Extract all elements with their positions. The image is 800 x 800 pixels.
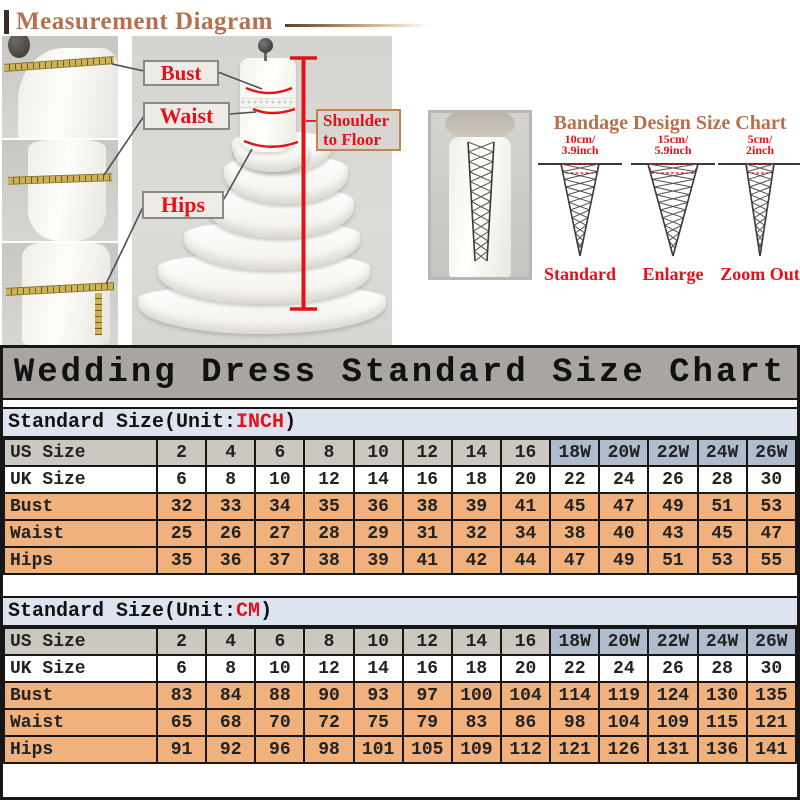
size-cell: 121 (747, 709, 796, 736)
size-cell: 28 (304, 520, 353, 547)
size-cell: 12 (304, 466, 353, 493)
size-cell: 22 (550, 466, 599, 493)
size-cell: 24 (599, 655, 648, 682)
section-header-unit: INCH (236, 411, 285, 434)
size-cell: 115 (698, 709, 747, 736)
size-cell: 75 (354, 709, 403, 736)
size-cell: 31 (403, 520, 452, 547)
size-cell: 42 (452, 547, 501, 574)
tape-measure-hanging (95, 293, 102, 335)
lacing-name: Standard (543, 264, 617, 284)
lacing-option-zoom-out (715, 134, 800, 285)
size-cell: 34 (255, 493, 304, 520)
size-cell: 6 (255, 439, 304, 466)
size-cell: 86 (501, 709, 550, 736)
size-cell: 40 (599, 520, 648, 547)
size-cell: 39 (452, 493, 501, 520)
corset-lacing (461, 139, 501, 265)
size-cell: 12 (403, 439, 452, 466)
mannequin-knob (258, 38, 273, 53)
hips-label: Hips (160, 192, 206, 217)
size-cell: 26W (747, 628, 796, 655)
bust-label-box (143, 60, 219, 86)
size-cell: 20W (599, 628, 648, 655)
table-row (4, 439, 796, 466)
size-cell: 38 (304, 547, 353, 574)
size-cell: 22 (550, 655, 599, 682)
lacing-size-label (654, 134, 691, 156)
size-cell: 83 (452, 709, 501, 736)
size-cell: 70 (255, 709, 304, 736)
row-label: Waist (4, 709, 157, 736)
shoulder-line1: Shoulder (323, 111, 390, 130)
size-cell: 109 (452, 736, 501, 763)
size-cell: 51 (648, 547, 697, 574)
size-cell: 18 (452, 466, 501, 493)
size-cell: 10 (354, 628, 403, 655)
size-cell: 93 (354, 682, 403, 709)
section-header-text: ) (260, 600, 273, 623)
size-cell: 121 (550, 736, 599, 763)
dress-bead-band (240, 98, 296, 108)
size-cell: 90 (304, 682, 353, 709)
lacing-size-label (746, 134, 774, 156)
size-cell: 79 (403, 709, 452, 736)
row-label: Hips (4, 736, 157, 763)
size-cell: 18W (550, 628, 599, 655)
waist-label: Waist (159, 103, 214, 128)
lacing-diagram-zoom-out (715, 156, 800, 260)
size-cm: 10cm/ (564, 132, 596, 146)
waist-photo (2, 140, 118, 242)
table-row (4, 520, 796, 547)
size-cell: 18 (452, 655, 501, 682)
size-cell: 38 (550, 520, 599, 547)
size-cell: 25 (157, 520, 206, 547)
size-cell: 30 (747, 655, 796, 682)
size-cell: 104 (599, 709, 648, 736)
row-label: US Size (4, 439, 157, 466)
size-cell: 51 (698, 493, 747, 520)
shoulder-line2: to Floor (323, 130, 382, 149)
size-cm: 5cm/ (747, 132, 773, 146)
size-cell: 96 (255, 736, 304, 763)
size-cell: 24W (698, 439, 747, 466)
size-cell: 34 (501, 520, 550, 547)
hips-photo (2, 243, 118, 345)
size-cell: 47 (550, 547, 599, 574)
size-cell: 91 (157, 736, 206, 763)
spacer (3, 400, 797, 407)
measurement-photo-column (2, 36, 118, 345)
size-cell: 14 (354, 466, 403, 493)
shoulder-to-floor-label-box (316, 109, 401, 151)
size-cell: 39 (354, 547, 403, 574)
lacing-size-label (561, 134, 598, 156)
row-label: Bust (4, 682, 157, 709)
size-cell: 83 (157, 682, 206, 709)
size-cell: 14 (452, 628, 501, 655)
size-table-inch (3, 438, 797, 575)
size-cell: 38 (403, 493, 452, 520)
mannequin-knob (8, 36, 30, 58)
size-cell: 53 (747, 493, 796, 520)
table-row (4, 682, 796, 709)
table-row (4, 466, 796, 493)
table-row (4, 628, 796, 655)
table-row (4, 493, 796, 520)
lacing-diagram-standard (535, 156, 625, 260)
row-label: Hips (4, 547, 157, 574)
size-cell: 109 (648, 709, 697, 736)
row-label: Waist (4, 520, 157, 547)
lacing-name: Enlarge (642, 264, 704, 284)
decorative-rule (285, 24, 430, 27)
size-chart-section (0, 345, 800, 800)
size-cell: 119 (599, 682, 648, 709)
size-cell: 18W (550, 439, 599, 466)
size-cell: 35 (304, 493, 353, 520)
table-gap (3, 575, 797, 596)
size-cell: 114 (550, 682, 599, 709)
section-header-unit: CM (236, 600, 261, 623)
size-cell: 8 (304, 628, 353, 655)
size-cell: 14 (452, 439, 501, 466)
section-header-text: Standard Size(Unit: (8, 600, 237, 623)
size-cell: 98 (550, 709, 599, 736)
size-cell: 124 (648, 682, 697, 709)
size-inch: 5.9inch (654, 143, 692, 157)
size-cell: 41 (501, 493, 550, 520)
size-cell: 24 (599, 466, 648, 493)
size-cell: 35 (157, 547, 206, 574)
size-cell: 33 (206, 493, 255, 520)
table-row (4, 736, 796, 763)
size-cell: 6 (255, 628, 304, 655)
row-label: UK Size (4, 466, 157, 493)
size-cell: 101 (354, 736, 403, 763)
size-cell: 92 (206, 736, 255, 763)
section-header-cm (3, 596, 797, 627)
lacing-option-standard (535, 134, 625, 285)
size-cell: 98 (304, 736, 353, 763)
size-cell: 136 (698, 736, 747, 763)
size-cell: 30 (747, 466, 796, 493)
size-cell: 28 (698, 655, 747, 682)
size-cell: 29 (354, 520, 403, 547)
bust-label: Bust (160, 60, 202, 85)
measurement-section-header (4, 8, 430, 36)
size-cell: 16 (501, 628, 550, 655)
size-cell: 100 (452, 682, 501, 709)
size-inch: 3.9inch (561, 143, 599, 157)
size-cell: 26 (648, 466, 697, 493)
size-cell: 4 (206, 628, 255, 655)
size-cell: 41 (403, 547, 452, 574)
size-cell: 10 (354, 439, 403, 466)
size-cell: 4 (206, 439, 255, 466)
size-cell: 16 (403, 655, 452, 682)
row-label: Bust (4, 493, 157, 520)
size-cell: 45 (698, 520, 747, 547)
size-cell: 47 (747, 520, 796, 547)
size-cell: 49 (599, 547, 648, 574)
table-row (4, 547, 796, 574)
size-cell: 28 (698, 466, 747, 493)
size-cell: 27 (255, 520, 304, 547)
size-cell: 12 (403, 628, 452, 655)
size-cell: 32 (157, 493, 206, 520)
size-cell: 16 (501, 439, 550, 466)
size-cell: 16 (403, 466, 452, 493)
size-cell: 14 (354, 655, 403, 682)
size-cell: 10 (255, 655, 304, 682)
size-cell: 131 (648, 736, 697, 763)
section-header-text: Standard Size(Unit: (8, 411, 237, 434)
lacing-diagram-enlarge (628, 156, 718, 260)
size-cell: 26 (206, 520, 255, 547)
mannequin-waist (28, 140, 106, 242)
size-cell: 10 (255, 466, 304, 493)
size-cell: 6 (157, 466, 206, 493)
size-cell: 88 (255, 682, 304, 709)
row-label: US Size (4, 628, 157, 655)
size-cell: 53 (698, 547, 747, 574)
size-cell: 8 (304, 439, 353, 466)
size-cell: 65 (157, 709, 206, 736)
size-cell: 45 (550, 493, 599, 520)
table-row (4, 655, 796, 682)
size-cell: 68 (206, 709, 255, 736)
size-cell: 22W (648, 439, 697, 466)
size-cell: 112 (501, 736, 550, 763)
size-cell: 2 (157, 439, 206, 466)
size-cell: 20 (501, 466, 550, 493)
size-cell: 26W (747, 439, 796, 466)
size-cell: 22W (648, 628, 697, 655)
measurement-title: Measurement Diagram (16, 8, 273, 35)
size-cell: 105 (403, 736, 452, 763)
size-cell: 36 (354, 493, 403, 520)
size-cell: 26 (648, 655, 697, 682)
size-cell: 32 (452, 520, 501, 547)
size-cell: 24W (698, 628, 747, 655)
size-cell: 72 (304, 709, 353, 736)
section-header-text: ) (284, 411, 297, 434)
bust-photo (2, 36, 118, 138)
section-header-inch (3, 407, 797, 438)
waist-label-box (143, 102, 230, 130)
size-cell: 49 (648, 493, 697, 520)
size-cell: 84 (206, 682, 255, 709)
table-row (4, 709, 796, 736)
size-cell: 130 (698, 682, 747, 709)
size-cell: 135 (747, 682, 796, 709)
hips-label-box (142, 191, 224, 219)
size-cell: 36 (206, 547, 255, 574)
size-cell: 44 (501, 547, 550, 574)
size-table-cm (3, 627, 797, 764)
size-cell: 8 (206, 655, 255, 682)
size-cell: 104 (501, 682, 550, 709)
size-chart-title: Wedding Dress Standard Size Chart (3, 348, 797, 400)
size-cell: 126 (599, 736, 648, 763)
size-cell: 20W (599, 439, 648, 466)
lacing-option-enlarge (628, 134, 718, 285)
size-cell: 55 (747, 547, 796, 574)
size-cell: 12 (304, 655, 353, 682)
corset-back-photo (428, 110, 532, 280)
size-cell: 37 (255, 547, 304, 574)
accent-bar (4, 10, 9, 34)
bandage-chart-title: Bandage Design Size Chart (553, 112, 787, 134)
size-cell: 141 (747, 736, 796, 763)
size-cell: 43 (648, 520, 697, 547)
size-cell: 47 (599, 493, 648, 520)
size-cell: 6 (157, 655, 206, 682)
size-cm: 15cm/ (657, 132, 689, 146)
row-label: UK Size (4, 655, 157, 682)
size-cell: 8 (206, 466, 255, 493)
size-tables (3, 407, 797, 764)
size-inch: 2inch (745, 143, 774, 157)
size-cell: 97 (403, 682, 452, 709)
size-cell: 20 (501, 655, 550, 682)
size-cell: 2 (157, 628, 206, 655)
lacing-name: Zoom Out (720, 264, 800, 284)
